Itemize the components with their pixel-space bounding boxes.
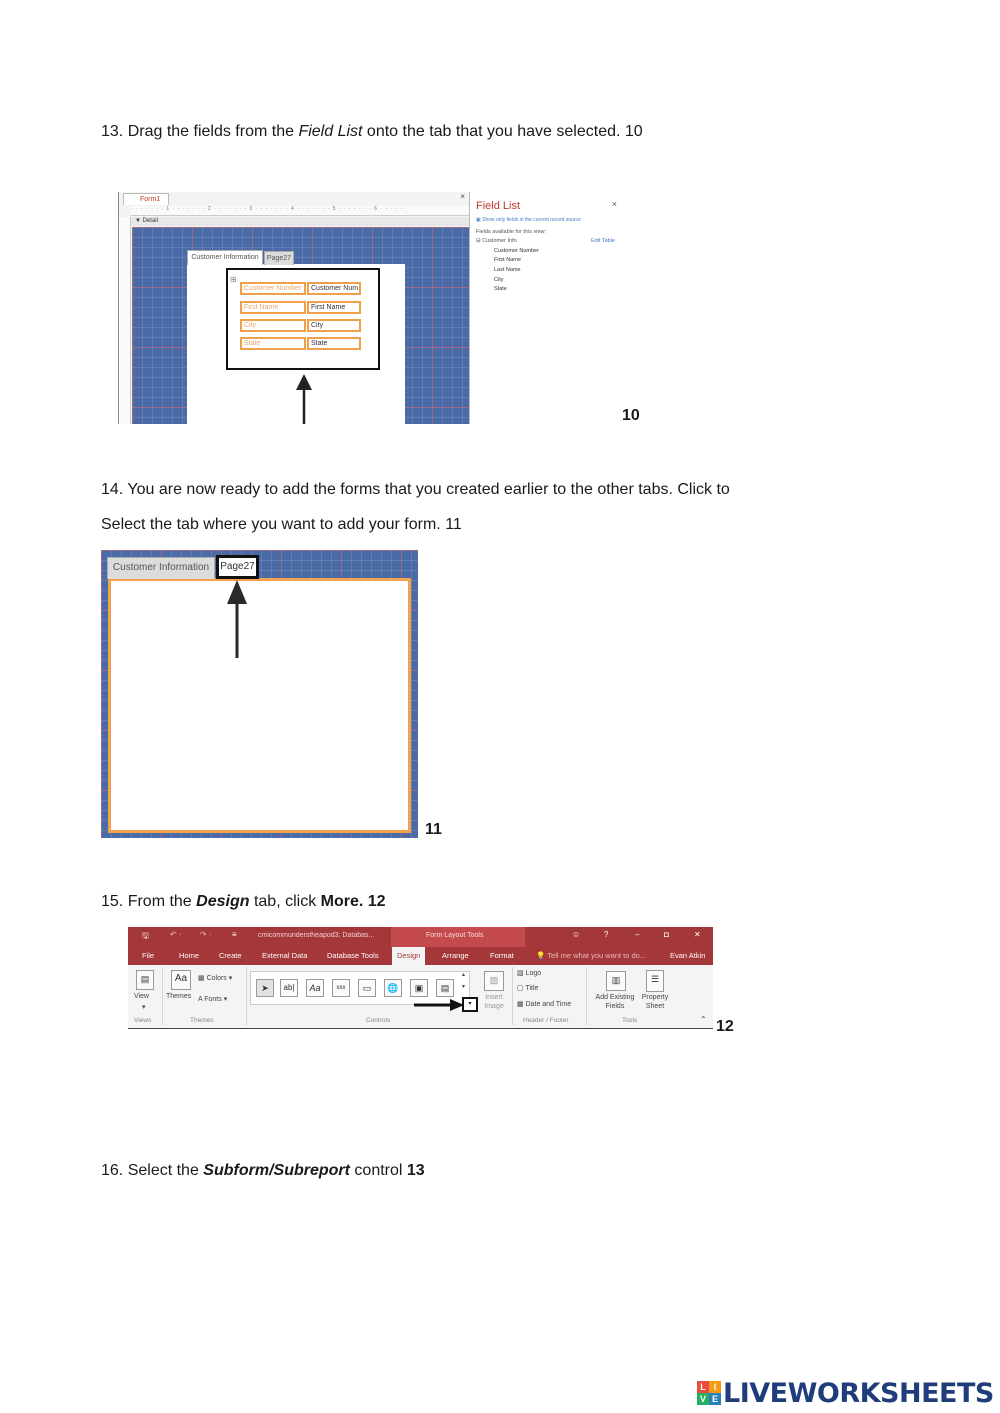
title-button: ▢ Title bbox=[517, 985, 539, 992]
liveworksheets-logo bbox=[697, 1376, 994, 1410]
field-value: Customer Num bbox=[307, 282, 361, 295]
hyperlink-icon: 🌐 bbox=[384, 979, 402, 997]
property-sheet-icon: ☰ bbox=[646, 970, 664, 992]
add-existing-fields-label: Add Existing Fields bbox=[595, 994, 635, 1010]
view-button-label: View bbox=[134, 993, 150, 1000]
collapse-ribbon-icon: ⌃ bbox=[700, 1015, 707, 1024]
textbox-icon: ab| bbox=[280, 979, 298, 997]
user-name: Evan Atkin bbox=[670, 951, 706, 960]
undo-icon: ↶ · bbox=[170, 930, 182, 939]
step-14-text-line-2: Select the tab where you want to add your form. 11 bbox=[101, 516, 462, 533]
tab-database-tools: Database Tools bbox=[327, 951, 379, 960]
tab-create: Create bbox=[219, 951, 242, 960]
field-list-item: Last Name bbox=[494, 267, 521, 273]
account-icon: ☺ bbox=[572, 930, 581, 939]
field-value: City bbox=[307, 319, 361, 332]
tab-design: Design bbox=[392, 947, 425, 965]
step-14-text-line-1: 14. You are now ready to add the forms that you created earlier to the other tabs. Click to bbox=[101, 481, 730, 498]
tab-arrange: Arrange bbox=[442, 951, 469, 960]
step-15-text: 15. From the Design tab, click More. 12 bbox=[101, 893, 386, 910]
logo-mark-l: L bbox=[697, 1381, 709, 1393]
figure-10-field-list-screenshot bbox=[118, 192, 620, 424]
show-only-link: ▣ Show only fields in the current record source bbox=[476, 217, 581, 223]
tab-file: File bbox=[142, 951, 155, 960]
property-sheet-label: Property Sheet bbox=[641, 994, 669, 1010]
tab-customer-information: Customer Information bbox=[187, 250, 263, 265]
step-13-text: 13. Drag the fields from the Field List onto the tab that you have selected. 10 bbox=[101, 123, 643, 140]
logo-button: ▨ Logo bbox=[517, 970, 542, 977]
button-icon: xxx bbox=[332, 979, 350, 997]
themes-icon: Aa bbox=[171, 970, 191, 990]
arrow-right-icon bbox=[414, 999, 464, 1011]
insert-image-label: Insert Image bbox=[484, 994, 504, 1010]
tab-page bbox=[108, 578, 411, 833]
step-16-text: 16. Select the Subform/Subreport control 13 bbox=[101, 1162, 425, 1179]
fields-available-label: Fields available for this view: bbox=[476, 229, 547, 235]
redo-icon: ↷ · bbox=[200, 930, 212, 939]
figure-10-label: 10 bbox=[622, 407, 640, 424]
group-views: Views bbox=[134, 1017, 152, 1024]
web-browser-icon: ▣ bbox=[410, 979, 428, 997]
logo-mark-v: V bbox=[697, 1393, 709, 1405]
horizontal-ruler: · · · · · · · 1 · · · · · · · 2 · · · · · · · 3 · · · · · · · 4 · · · · · · · 5 · · · · · · · 6 · · · · · bbox=[131, 206, 469, 216]
group-separator bbox=[246, 967, 247, 1025]
more-button: ▾ bbox=[462, 997, 478, 1012]
tab-customer-information: Customer Information bbox=[107, 557, 215, 579]
field-label: First Name bbox=[240, 301, 306, 314]
group-tools: Tools bbox=[622, 1017, 638, 1024]
group-themes: Themes bbox=[190, 1017, 214, 1024]
close-icon: × bbox=[460, 192, 465, 201]
field-list-item: State bbox=[494, 286, 507, 292]
navigation-icon: ▤ bbox=[436, 979, 454, 997]
arrow-up-icon bbox=[294, 374, 314, 424]
select-pointer-icon: ➤ bbox=[256, 979, 274, 997]
field-value: First Name bbox=[307, 301, 361, 314]
label-icon: Aa bbox=[306, 979, 324, 997]
save-icon: 🖫 bbox=[142, 931, 149, 940]
tab-external-data: External Data bbox=[262, 951, 308, 960]
group-separator bbox=[512, 967, 513, 1025]
field-list-pane bbox=[469, 192, 620, 424]
field-label: City bbox=[240, 319, 306, 332]
document-tab: Form1 bbox=[123, 193, 169, 205]
fonts-button: A Fonts ▾ bbox=[198, 996, 228, 1003]
logo-mark-e: E bbox=[709, 1393, 721, 1405]
figure-12-label: 12 bbox=[716, 1018, 734, 1035]
tab-control-icon: ▭ bbox=[358, 979, 376, 997]
restore-icon: ◘ bbox=[664, 930, 669, 939]
tab-format: Format bbox=[490, 951, 514, 960]
ribbon-tab-bar bbox=[128, 947, 713, 965]
group-separator bbox=[162, 967, 163, 1025]
tab-page27: Page27 bbox=[264, 251, 294, 265]
field-label: State bbox=[240, 337, 306, 350]
add-existing-fields-icon: ▥ bbox=[606, 971, 626, 991]
colors-button: ▦ Colors ▾ bbox=[198, 975, 233, 982]
group-controls: Controls bbox=[366, 1017, 391, 1024]
close-icon: × bbox=[611, 199, 617, 209]
field-list-title: Field List bbox=[476, 200, 521, 212]
vertical-ruler bbox=[119, 217, 131, 424]
field-list-item: Customer Number bbox=[494, 248, 539, 254]
figure-11-tab-screenshot bbox=[101, 550, 418, 838]
date-time-button: ▦ Date and Time bbox=[517, 1001, 572, 1008]
logo-mark-icon bbox=[697, 1381, 721, 1405]
insert-image-icon: ▨ bbox=[484, 971, 504, 991]
view-icon: ▤ bbox=[136, 970, 154, 990]
close-icon: ✕ bbox=[694, 930, 701, 939]
field-list-item: First Name bbox=[494, 257, 521, 263]
gallery-scroll-down-icon: ▾ bbox=[462, 984, 466, 990]
window-title: cmicommunderstheapod3: Databas... bbox=[258, 932, 375, 939]
arrow-up-icon bbox=[225, 580, 249, 658]
tab-page27: Page27 bbox=[216, 555, 259, 579]
form-designer bbox=[119, 192, 469, 424]
tab-home: Home bbox=[179, 951, 200, 960]
figure-11-label: 11 bbox=[425, 821, 442, 838]
field-list-item: City bbox=[494, 277, 504, 283]
themes-button-label: Themes bbox=[166, 993, 192, 1000]
field-value: State bbox=[307, 337, 361, 350]
logo-text: LIVEWORKSHEETS bbox=[723, 1377, 994, 1409]
gallery-scroll-up-icon: ▴ bbox=[462, 972, 466, 978]
help-icon: ? bbox=[604, 930, 609, 939]
tell-me-box: 💡 Tell me what you want to do... bbox=[536, 951, 647, 960]
detail-section-bar: ▼ Detail bbox=[131, 217, 469, 226]
group-header-footer: Header / Footer bbox=[523, 1017, 569, 1024]
view-dropdown-icon: ▾ bbox=[142, 1004, 146, 1011]
context-title: Form Layout Tools bbox=[426, 932, 484, 939]
figure-12-ribbon-screenshot bbox=[128, 927, 713, 1029]
qat-dropdown-icon: ≡ bbox=[232, 930, 237, 939]
minimize-icon: – bbox=[635, 930, 640, 939]
group-separator bbox=[586, 967, 587, 1025]
logo-mark-i: I bbox=[709, 1381, 721, 1393]
edit-table-link: Edit Table bbox=[590, 238, 615, 244]
field-label: Customer Number bbox=[240, 282, 306, 295]
table-node: ⊟ Customer Info bbox=[476, 238, 517, 244]
move-handle-icon: ⊞ bbox=[230, 275, 237, 284]
